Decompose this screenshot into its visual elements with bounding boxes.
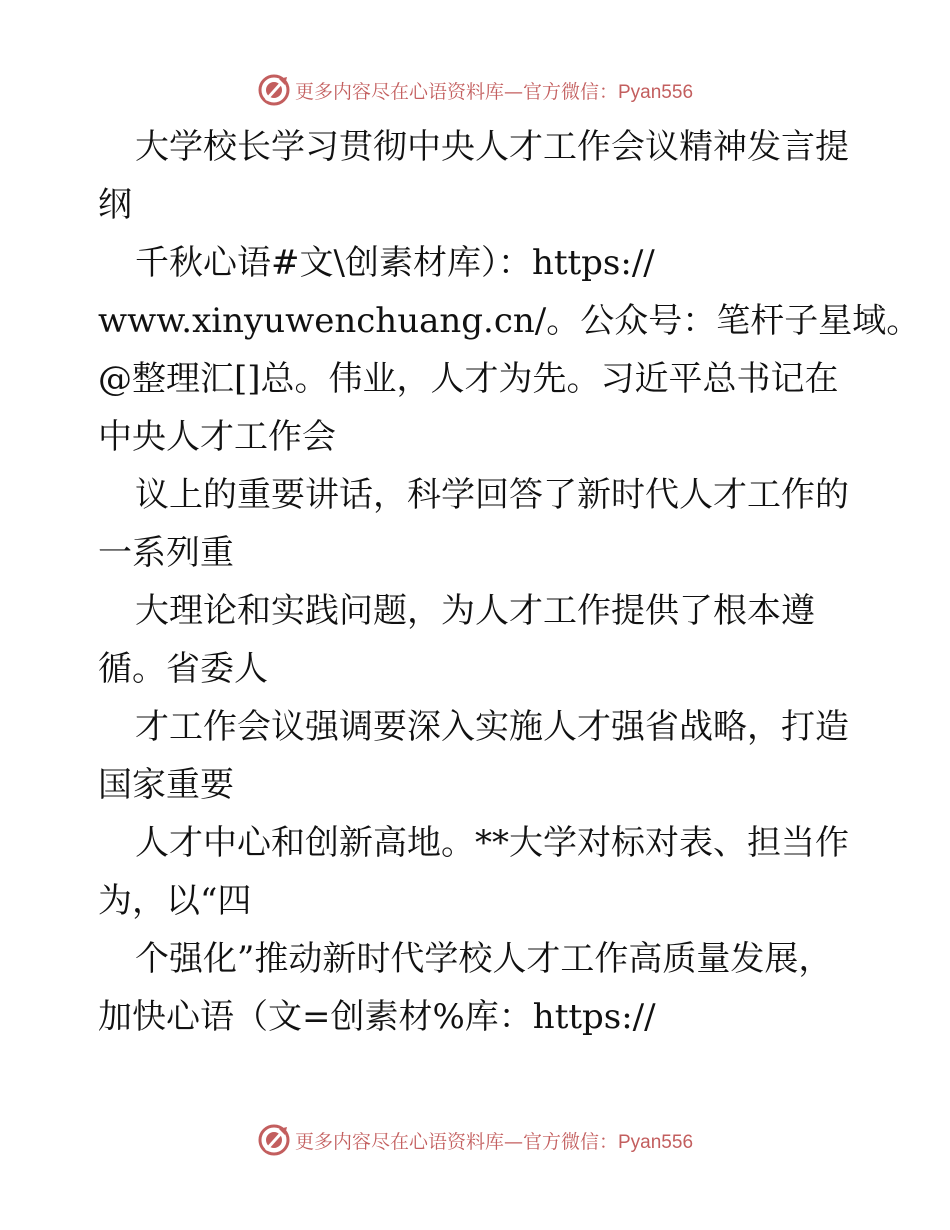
text-line: @整理汇[]总。伟业，人才为先。习近平总书记在: [98, 359, 839, 399]
text-line: 议上的重要讲话，科学回答了新时代人才工作的: [135, 475, 849, 515]
document-body: [98, 118, 921, 1046]
text-line: 人才中心和创新高地。**大学对标对表、担当作: [135, 823, 849, 863]
text-line: 国家重要: [98, 765, 234, 805]
banner-text: [295, 77, 693, 104]
text-line: 为，以“四: [98, 881, 252, 921]
banner-slogan: 更多内容尽在心语资料库—: [294, 1130, 523, 1153]
text-line: 循。省委人: [98, 649, 268, 689]
text-line: 中央人才工作会: [98, 417, 336, 457]
text-line: 一系列重: [98, 533, 234, 573]
banner-slogan: 更多内容尽在心语资料库—: [294, 80, 523, 103]
banner-wechat-id: Pyan556: [618, 81, 694, 103]
pen-seal-logo-icon: [257, 73, 291, 107]
text-line: 才工作会议强调要深入实施人才强省战略，打造: [135, 707, 849, 747]
banner-contact-label: 官方微信：: [522, 80, 618, 103]
text-line: 大学校长学习贯彻中央人才工作会议精神发言提: [135, 127, 849, 167]
banner-contact-label: 官方微信：: [522, 1130, 618, 1153]
text-line: 个强化”推动新时代学校人才工作高质量发展，: [135, 939, 833, 979]
text-line: 纲: [98, 185, 132, 225]
text-line: 大理论和实践问题，为人才工作提供了根本遵: [135, 591, 815, 631]
banner-text: [295, 1127, 693, 1154]
text-line: 加快心语（文=创素材%库：https://: [98, 997, 656, 1037]
footer-banner: [0, 1120, 950, 1160]
text-line: 千秋心语#文\创素材库）：https://: [135, 243, 655, 283]
text-line: www.xinyuwenchuang.cn/。公众号：笔杆子星域。: [98, 301, 921, 341]
pen-seal-logo-icon: [257, 1123, 291, 1157]
banner-wechat-id: Pyan556: [618, 1131, 694, 1153]
header-banner: [0, 70, 950, 110]
